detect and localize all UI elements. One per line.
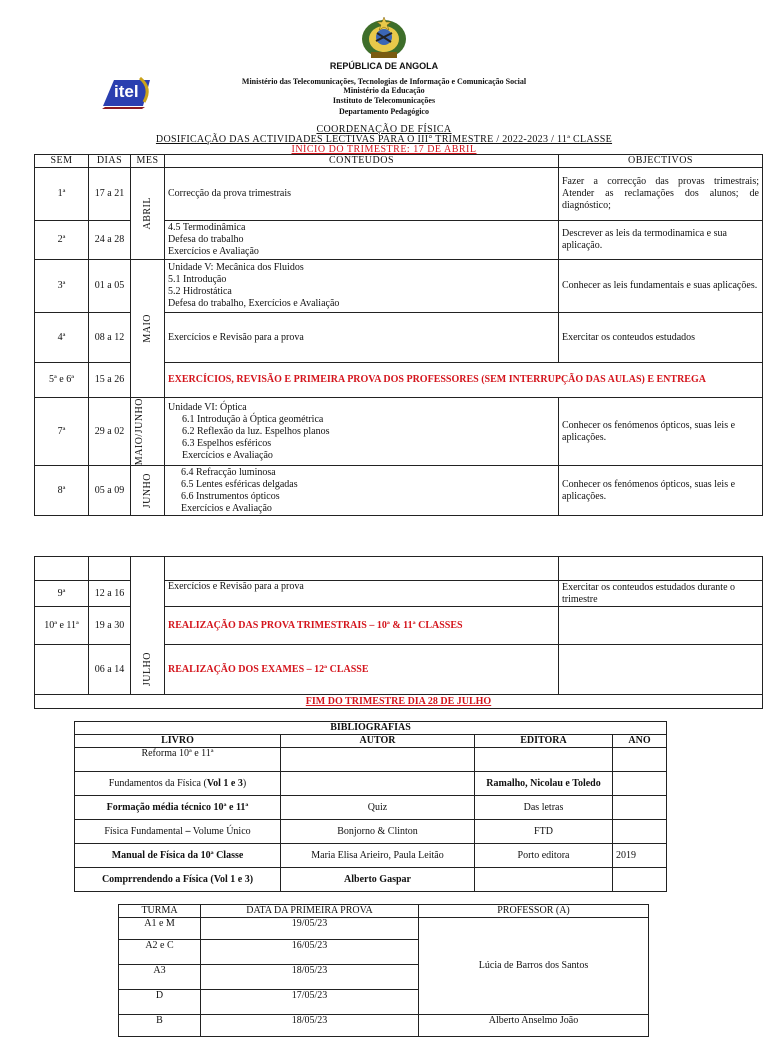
bib-editora <box>475 748 613 772</box>
exam-col-turma: TURMA <box>119 905 201 918</box>
unit-topics: 6.1 Introdução à Óptica geométrica 6.2 Reflexão da luz. Espelhos planos 6.3 Espelhos esféricos Exercícios e Avaliação <box>182 413 330 461</box>
row-content-highlight: REALIZAÇÃO DAS PROVA TRIMESTRAIS – 10ª & 11ª CLASSES <box>165 607 559 645</box>
exam-turma: D <box>119 990 201 1015</box>
row-dias: 19 a 30 <box>89 607 131 645</box>
exam-date: 18/05/23 <box>201 965 419 990</box>
bib-livro-part: Fundamentos da Física ( <box>108 777 207 789</box>
bib-autor: Alberto Gaspar <box>281 868 475 892</box>
bib-autor <box>281 748 475 772</box>
col-objectivos: OBJECTIVOS <box>559 155 763 168</box>
month-label: JUNHO <box>141 473 153 509</box>
exam-turma: A3 <box>119 965 201 990</box>
row-content: 4.5 Termodinâmica Defesa do trabalho Exercícios e Avaliação <box>165 221 559 260</box>
bib-livro: Reforma 10ª e 11ª <box>75 748 281 772</box>
bib-row <box>75 796 667 820</box>
exam-date: 16/05/23 <box>201 940 419 965</box>
row-sem: 2ª <box>35 221 89 260</box>
bib-ano <box>613 796 667 820</box>
exam-dates-table <box>118 904 649 1037</box>
bib-ano <box>613 748 667 772</box>
bib-autor: Bonjorno & Clinton <box>281 820 475 844</box>
row-objective: Conhecer os fenómenos ópticos, suas leis e aplicações. <box>559 398 763 466</box>
row-sem: 5ª e 6ª <box>35 363 89 398</box>
education-line: Ministério da Educação <box>343 86 425 95</box>
ministry-line: Ministério das Telecomunicações, Tecnologias de Informação e Comunicação Social <box>241 77 527 86</box>
table-row-empty <box>35 557 763 581</box>
bib-autor <box>281 772 475 796</box>
bib-col-autor: AUTOR <box>281 735 475 748</box>
row-dias: 17 a 21 <box>89 168 131 221</box>
bib-editora: Porto editora <box>475 844 613 868</box>
bib-ano: 2019 <box>613 844 667 868</box>
row-dias: 24 a 28 <box>89 221 131 260</box>
row-dias: 12 a 16 <box>89 581 131 607</box>
bib-livro-bold: – <box>185 825 191 837</box>
table-row <box>35 168 763 221</box>
row-sem: 1ª <box>35 168 89 221</box>
month-cell <box>131 168 165 260</box>
row-dias: 01 a 05 <box>89 260 131 313</box>
row-sem: 10ª e 11ª <box>35 607 89 645</box>
row-objective: Fazer a correcção das provas trimestrais; Atender as reclamações dos alunos; de diagnóstico; <box>559 168 763 221</box>
itel-logo-text: itel <box>114 82 139 101</box>
dosification-title: DOSIFICAÇÃO DAS ACTIVIDADES LECTIVAS PARA O III° TRIMESTRE / 2022-2023 / 11ª CLASSE <box>155 134 613 145</box>
row-dias: 15 a 26 <box>89 363 131 398</box>
table-row <box>35 260 763 313</box>
exam-turma: A2 e C <box>119 940 201 965</box>
month-label: ABRIL <box>141 197 153 230</box>
row-dias: 08 a 12 <box>89 313 131 363</box>
row-content: Exercícios e Revisão para a prova <box>165 581 559 607</box>
bib-editora: Das letras <box>475 796 613 820</box>
bib-row <box>75 868 667 892</box>
exam-turma: A1 e M <box>119 918 201 940</box>
exam-col-data: DATA DA PRIMEIRA PROVA <box>201 905 419 918</box>
exam-date: 19/05/23 <box>201 918 419 940</box>
exam-row <box>119 918 649 940</box>
row-sem: 7ª <box>35 398 89 466</box>
row-objective: Conhecer as leis fundamentais e suas aplicações. <box>559 260 763 313</box>
bib-row <box>75 748 667 772</box>
trimester-end: FIM DO TRIMESTRE DIA 28 DE JULHO <box>35 695 763 709</box>
bib-col-editora: EDITORA <box>475 735 613 748</box>
row-content: Unidade V: Mecânica dos Fluidos 5.1 Introdução 5.2 Hidrostática Defesa do trabalho, Exercícios e Avaliação <box>165 260 559 313</box>
bib-row <box>75 820 667 844</box>
exam-col-professor: PROFESSOR (A) <box>419 905 649 918</box>
angola-coat-of-arms-emblem <box>357 14 411 60</box>
coordination-title: COORDENAÇÃO DE FÍSICA <box>316 124 452 135</box>
bib-livro: Manual de Física da 10ª Classe <box>75 844 281 868</box>
bib-livro-part: ) <box>242 777 247 789</box>
month-cell <box>131 260 165 398</box>
row-content-highlight: REALIZAÇÃO DOS EXAMES – 12ª CLASSE <box>165 645 559 695</box>
bib-ano <box>613 772 667 796</box>
row-objective: Descrever as leis da termodinamica e sua aplicação. <box>559 221 763 260</box>
bibliography-title: BIBLIOGRAFIAS <box>75 722 667 735</box>
row-sem: 3ª <box>35 260 89 313</box>
row-dias: 06 a 14 <box>89 645 131 695</box>
month-cell <box>131 398 165 466</box>
row-content: 6.4 Refracção luminosa 6.5 Lentes esféricas delgadas 6.6 Instrumentos ópticos Exercícios e Avaliação <box>165 466 559 516</box>
bibliography-table <box>74 721 667 892</box>
col-dias: DIAS <box>89 155 131 168</box>
row-sem: 4ª <box>35 313 89 363</box>
exam-date: 17/05/23 <box>201 990 419 1015</box>
row-dias: 29 a 02 <box>89 398 131 466</box>
bib-editora <box>475 868 613 892</box>
month-cell <box>131 557 165 695</box>
row-sem <box>35 645 89 695</box>
bib-livro <box>75 820 281 844</box>
row-content <box>165 398 559 466</box>
bib-livro <box>75 772 281 796</box>
month-label: JULHO <box>141 651 153 686</box>
exam-professor: Lúcia de Barros dos Santos <box>419 918 649 1015</box>
schedule-table-continued <box>34 556 763 709</box>
row-sem: 8ª <box>35 466 89 516</box>
row-objective: Exercitar os conteudos estudados <box>559 313 763 363</box>
exam-professor: Alberto Anselmo João <box>419 1015 649 1037</box>
institute-line: Instituto de Telecomunicações <box>332 96 436 105</box>
month-label: MAIO <box>141 314 153 343</box>
row-sem: 9ª <box>35 581 89 607</box>
department-line: Departamento Pedagógico <box>339 107 429 116</box>
row-objective: Exercitar os conteudos estudados durante o trimestre <box>559 581 763 607</box>
bib-row <box>75 844 667 868</box>
bib-livro: Comprrendendo a Física (Vol 1 e 3) <box>75 868 281 892</box>
bib-livro-part: Volume Único <box>190 825 251 837</box>
bib-col-livro: LIVRO <box>75 735 281 748</box>
row-content-highlight: EXERCÍCIOS, REVISÃO E PRIMEIRA PROVA DOS PROFESSORES (SEM INTERRUPÇÃO DAS AULAS) E ENTREGA <box>165 363 763 398</box>
row-content: Correcção da prova trimestrais <box>165 168 559 221</box>
bib-livro-bold: Vol 1 e 3 <box>206 777 243 789</box>
schedule-table <box>34 154 763 516</box>
exam-row <box>119 1015 649 1037</box>
exam-turma: B <box>119 1015 201 1037</box>
bib-ano <box>613 868 667 892</box>
bib-livro: Formação média técnico 10ª e 11ª <box>75 796 281 820</box>
bib-editora: Ramalho, Nicolau e Toledo <box>475 772 613 796</box>
row-dias: 05 a 09 <box>89 466 131 516</box>
unit-title: Unidade VI: Óptica <box>168 401 247 413</box>
row-objective: Conhecer os fenómenos ópticos, suas leis e aplicações. <box>559 466 763 516</box>
trimester-start: INÍCIO DO TRIMESTRE: 17 DE ABRIL <box>291 144 477 155</box>
bib-autor: Maria Elisa Arieiro, Paula Leitão <box>281 844 475 868</box>
table-row <box>35 398 763 466</box>
col-sem: SEM <box>35 155 89 168</box>
table-row <box>35 466 763 516</box>
row-content: Exercícios e Revisão para a prova <box>165 313 559 363</box>
bib-ano <box>613 820 667 844</box>
col-conteudos: CONTEUDOS <box>165 155 559 168</box>
col-mes: MES <box>131 155 165 168</box>
itel-logo <box>100 74 155 110</box>
bib-editora: FTD <box>475 820 613 844</box>
month-cell <box>131 466 165 516</box>
bib-col-ano: ANO <box>613 735 667 748</box>
month-label: MAIO/JUNHO <box>133 398 145 466</box>
bib-autor: Quiz <box>281 796 475 820</box>
bib-row <box>75 772 667 796</box>
exam-date: 18/05/23 <box>201 1015 419 1037</box>
republic-title: REPÚBLICA DE ANGOLA <box>329 61 439 71</box>
bib-livro-part: Física Fundamental <box>104 825 186 837</box>
